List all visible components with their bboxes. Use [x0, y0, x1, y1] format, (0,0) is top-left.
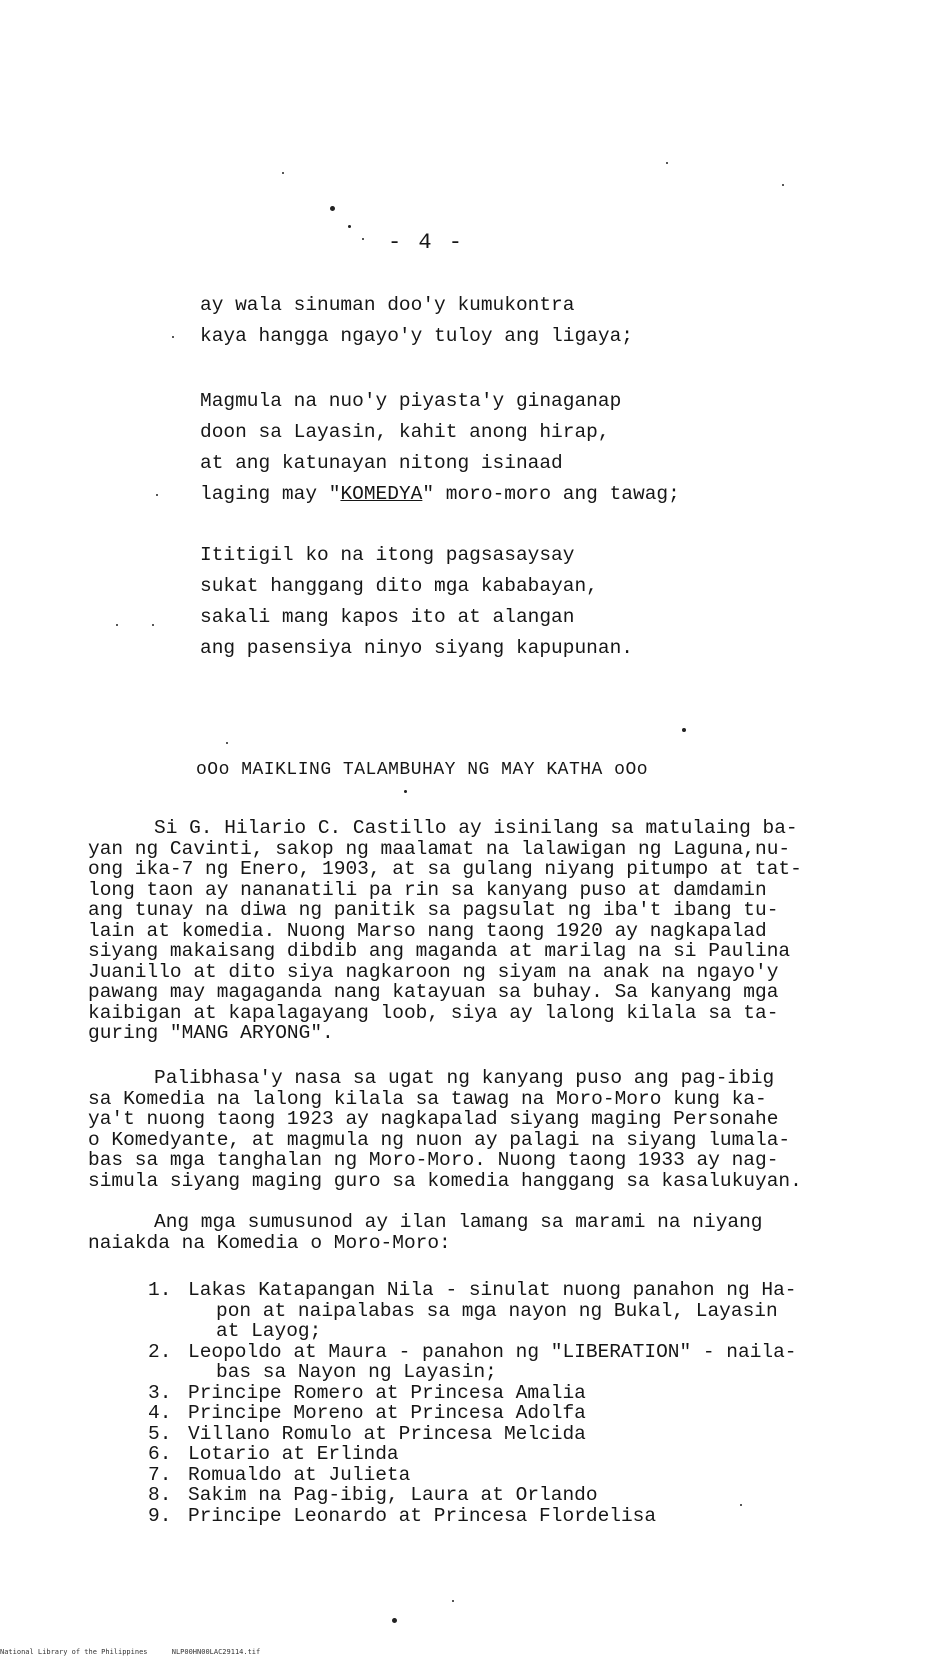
text-line: kaibigan at kapalagayang loob, siya ay lalong kilala sa ta- [88, 1001, 779, 1024]
text-line: sa Komedia na lalong kilala sa tawag na Moro-Moro kung ka- [88, 1087, 767, 1110]
scan-speck [362, 238, 364, 240]
text-line: yan ng Cavinti, sakop ng maalamat na lalawigan ng Laguna,nu- [88, 837, 791, 860]
text-line: naiakda na Komedia o Moro-Moro: [88, 1231, 451, 1254]
scan-speck [156, 494, 158, 496]
text-line: Ang mga sumusunod ay ilan lamang sa marami na niyang [154, 1211, 763, 1233]
list-number: 5. [148, 1422, 172, 1445]
text-line: ya't nuong taong 1923 ay nagkapalad siyang maging Personahe [88, 1108, 779, 1130]
scan-speck [452, 1600, 454, 1602]
text-line: guring "MANG ARYONG". [88, 1022, 334, 1044]
text-line: lain at komedia. Nuong Marso nang taong 1920 ay nagkapalad [88, 919, 767, 942]
poem-line: at ang katunayan nitong isinaad [200, 452, 563, 474]
text-line: simula siyang maging guro sa komedia hanggang sa kasalukuyan. [88, 1169, 802, 1192]
list-number: 6. [148, 1443, 172, 1465]
works-intro-paragraph [88, 1212, 868, 1253]
text-line: Palibhasa'y nasa sa ugat ng kanyang puso ang pag-ibig [154, 1067, 775, 1089]
list-text: Principe Romero at Princesa Amalia [188, 1381, 586, 1404]
list-item [148, 1465, 797, 1486]
list-text: at Layog; [216, 1320, 322, 1342]
section-heading: oOo MAIKLING TALAMBUHAY NG MAY KATHA oOo [196, 760, 649, 780]
scan-speck [116, 624, 118, 626]
poem-text: laging may " [200, 483, 341, 505]
list-text: pon at naipalabas sa mga nayon ng Bukal, Layasin [216, 1299, 778, 1322]
scan-speck [782, 184, 784, 186]
text-line: Si G. Hilario C. Castillo ay isinilang sa matulaing ba- [154, 817, 798, 839]
text-line: ong ika-7 ng Enero, 1903, at sa gulang niyang pitumpo at tat- [88, 858, 802, 880]
poem-line: Ititigil ko na itong pagsasaysay [200, 544, 575, 566]
file-name: NLP00HN00LAC29114.tif [171, 1648, 261, 1656]
scan-speck [172, 336, 174, 338]
list-item [148, 1342, 797, 1383]
poem-line: kaya hangga ngayo'y tuloy ang ligaya; [200, 325, 633, 347]
poem-line: ang pasensiya ninyo siyang kapupunan. [200, 637, 633, 659]
list-text: Romualdo at Julieta [188, 1463, 411, 1486]
poem-line: Magmula na nuo'y piyasta'y ginaganap [200, 390, 622, 412]
list-item [148, 1280, 797, 1342]
list-number: 1. [148, 1279, 172, 1301]
text-line: Juanillo at dito siya nagkaroon ng siyam na anak na ngayo'y [88, 960, 779, 983]
list-text: Lakas Katapangan Nila - sinulat nuong panahon ng Ha- [188, 1279, 797, 1301]
list-number: 9. [148, 1504, 172, 1527]
page-number: - 4 - [388, 230, 465, 255]
list-text: Leopoldo at Maura - panahon ng "LIBERATION" - naila- [188, 1340, 797, 1363]
scan-speck [392, 1618, 397, 1623]
poem-line: doon sa Layasin, kahit anong hirap, [200, 421, 610, 443]
scan-speck [404, 790, 407, 793]
list-text: Villano Romulo at Princesa Melcida [188, 1422, 586, 1445]
list-number: 2. [148, 1340, 172, 1363]
scan-speck [666, 162, 668, 164]
list-text: Principe Moreno at Princesa Adolfa [188, 1402, 586, 1424]
list-item [148, 1383, 797, 1404]
scan-speck [152, 624, 154, 626]
scan-speck [330, 206, 335, 211]
poem-line: sukat hanggang dito mga kababayan, [200, 575, 598, 597]
list-item [148, 1506, 797, 1527]
text-line: bas sa mga tanghalan ng Moro-Moro. Nuong taong 1933 ay nag- [88, 1149, 779, 1171]
list-item [148, 1485, 797, 1506]
text-line: ang tunay na diwa ng panitik sa pagsulat ng iba't ibang tu- [88, 899, 779, 921]
list-item [148, 1403, 797, 1424]
biography-paragraph-1 [88, 818, 868, 1044]
scan-footer [0, 1648, 280, 1656]
scan-speck [348, 225, 351, 228]
list-text: Principe Leonardo at Princesa Flordelisa [188, 1504, 657, 1527]
poem-stanza-3 [200, 540, 633, 664]
text-line: long taon ay nananatili pa rin sa kanyang puso at damdamin [88, 878, 767, 901]
scan-speck [282, 172, 284, 174]
komedya-underlined: KOMEDYA [340, 483, 423, 505]
list-item [148, 1424, 797, 1445]
poem-stanza-1 [200, 290, 633, 352]
poem-text: " moro-moro ang tawag; [422, 483, 680, 505]
works-list [148, 1280, 797, 1526]
text-line: pawang may magaganda nang katayuan sa buhay. Sa kanyang mga [88, 981, 779, 1003]
library-credit: National Library of the Philippines [0, 1648, 148, 1656]
poem-line: sakali mang kapos ito at alangan [200, 606, 575, 628]
scan-speck [682, 728, 686, 732]
poem-stanza-2 [200, 386, 680, 510]
list-text: Lotario at Erlinda [188, 1443, 399, 1465]
biography-paragraph-2 [88, 1068, 868, 1191]
poem-line [200, 479, 680, 510]
text-line: o Komedyante, at magmula ng nuon ay palagi na siyang lumala- [88, 1128, 791, 1151]
poem-line: ay wala sinuman doo'y kumukontra [200, 294, 575, 316]
list-text: bas sa Nayon ng Layasin; [216, 1361, 497, 1383]
text-line: siyang makaisang dibdib ang maganda at marilag na si Paulina [88, 940, 791, 962]
list-number: 4. [148, 1402, 172, 1424]
list-number: 3. [148, 1381, 172, 1404]
list-text: Sakim na Pag-ibig, Laura at Orlando [188, 1484, 598, 1506]
list-number: 7. [148, 1463, 172, 1486]
scan-speck [226, 742, 228, 744]
list-number: 8. [148, 1484, 172, 1506]
list-item [148, 1444, 797, 1465]
